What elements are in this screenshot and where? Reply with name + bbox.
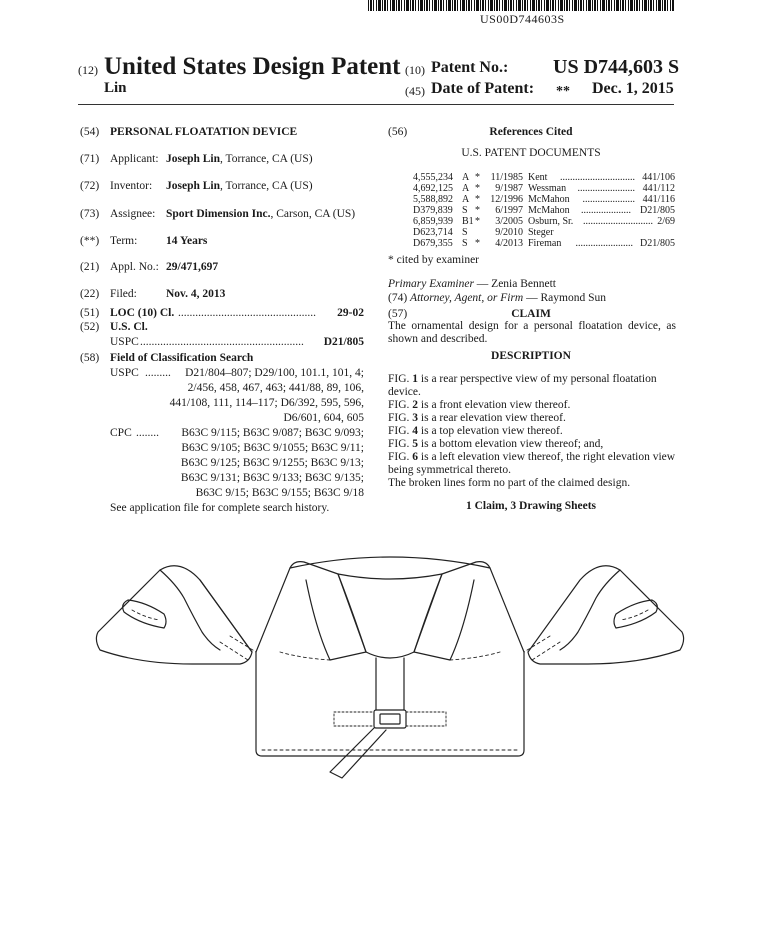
assignee-name: Sport Dimension Inc. — [166, 208, 271, 220]
header-divider — [78, 104, 674, 105]
cpc-line: B63C 9/15; B63C 9/155; B63C 9/18 — [195, 487, 364, 499]
uspc-search-line: D6/601, 604, 605 — [283, 412, 364, 424]
reference-row — [413, 238, 675, 249]
ref-name: Wessman — [528, 183, 567, 194]
field-51-code: (51) — [80, 307, 100, 319]
reference-row — [413, 172, 675, 183]
term-label: Term: — [110, 235, 138, 247]
reference-row — [413, 205, 675, 216]
ref-kind: B1 — [462, 216, 474, 227]
cpc-line: B63C 9/105; B63C 9/1055; B63C 9/11; — [181, 442, 364, 454]
assignee-label: Assignee: — [110, 208, 156, 220]
ref-date: 9/2010 — [495, 227, 523, 238]
us-cl-label: U.S. Cl. — [110, 321, 148, 333]
classification-search-label: Field of Classification Search — [110, 352, 254, 364]
assignee-value — [166, 207, 355, 221]
search-history-note: See application file for complete search history. — [110, 502, 330, 514]
ref-date: 12/1996 — [490, 194, 523, 205]
ref-number: 4,692,125 — [413, 183, 453, 194]
ref-class: 441/106 — [642, 172, 675, 183]
primary-examiner-label: Primary Examiner — [388, 278, 474, 290]
ref-dots: .............................. — [560, 172, 635, 183]
reference-row — [413, 194, 675, 205]
barcode — [368, 0, 674, 11]
inventor-location: , Torrance, CA (US) — [220, 180, 313, 192]
ref-kind: S — [462, 238, 468, 249]
uspc-label: USPC — [110, 336, 139, 348]
ref-date: 3/2005 — [495, 216, 523, 227]
primary-examiner-name: — Zenia Bennett — [473, 278, 556, 290]
applicant-label: Applicant: — [110, 153, 159, 165]
floatation-device-drawing — [80, 540, 700, 790]
references-cited-title: References Cited — [489, 126, 573, 138]
attorney-name: — Raymond Sun — [523, 292, 606, 304]
ref-date: 9/1987 — [495, 183, 523, 194]
ref-dots: ............................ — [583, 216, 653, 227]
patent-number: US D744,603 S — [553, 56, 680, 78]
field-58-code: (58) — [80, 352, 100, 364]
ref-kind: S — [462, 227, 468, 238]
barcode-number: US00D744603S — [480, 12, 565, 26]
fig-text: is a bottom elevation view thereof; and, — [418, 438, 604, 450]
invention-title: PERSONAL FLOATATION DEVICE — [110, 126, 298, 138]
cpc-line: B63C 9/125; B63C 9/1255; B63C 9/13; — [180, 457, 364, 469]
assignee-location: , Carson, CA (US) — [270, 208, 356, 220]
field-22-code: (22) — [80, 288, 100, 300]
ref-dots: ....................... — [575, 238, 633, 249]
uspc-dots: ......................................................... — [140, 336, 304, 348]
ref-number: 5,588,892 — [413, 194, 453, 205]
left-arm-float — [96, 566, 256, 664]
field-52-code: (52) — [80, 321, 100, 333]
ref-name: Kent — [528, 172, 548, 183]
fig-item — [388, 451, 676, 477]
ref-class: 441/112 — [642, 183, 675, 194]
ref-dots: ....................... — [577, 183, 635, 194]
ref-date: 4/2013 — [495, 238, 523, 249]
attorney-line — [388, 291, 606, 305]
field-21-code: (21) — [80, 261, 100, 273]
cpc-dots: ........ — [136, 427, 159, 439]
fig-number: 2 — [412, 399, 419, 411]
ref-number: D679,355 — [413, 238, 453, 249]
appl-no-label: Appl. No.: — [110, 261, 159, 273]
label-12: (12) — [78, 63, 98, 77]
description-title: DESCRIPTION — [491, 350, 571, 362]
ref-name: Osburn, Sr. — [528, 216, 574, 227]
document-type-title: United States Design Patent — [104, 53, 401, 80]
ref-date: 11/1985 — [490, 172, 523, 183]
uspc-search-line: 441/108, 111, 114–117; D6/392, 595, 596, — [169, 397, 364, 409]
ref-star: * — [475, 238, 480, 249]
filed-value: Nov. 4, 2013 — [166, 288, 226, 300]
ref-number: D623,714 — [413, 227, 453, 238]
fig-label: FIG. — [388, 399, 410, 411]
ref-class: 2/69 — [657, 216, 675, 227]
inventor-surname: Lin — [104, 80, 127, 96]
uspc-search-dots: ......... — [145, 367, 171, 379]
ref-star: * — [475, 172, 480, 183]
cpc-label: CPC — [110, 427, 132, 439]
fig-item — [388, 425, 676, 438]
fig-list — [388, 373, 676, 490]
fig-text: is a top elevation view thereof. — [418, 425, 563, 437]
fig-number: 1 — [412, 373, 419, 385]
fig-label: FIG. — [388, 451, 410, 463]
uspc-search-label: USPC — [110, 367, 139, 379]
ref-star: * — [475, 194, 480, 205]
fig-item — [388, 399, 676, 412]
date-stars: ** — [556, 84, 570, 99]
ref-class: D21/805 — [640, 205, 675, 216]
inventor-label: Inventor: — [110, 180, 153, 192]
ref-name: McMahon — [528, 205, 570, 216]
loc-dots: ................................................ — [178, 307, 316, 319]
fig-text: is a rear perspective view of my personal floatation device. — [388, 373, 657, 398]
fig-label: FIG. — [388, 412, 410, 424]
field-71-code: (71) — [80, 153, 100, 165]
inventor-name: Joseph Lin — [166, 180, 221, 192]
uspc-value: D21/805 — [323, 336, 364, 348]
fig-number: 4 — [412, 425, 419, 437]
reference-table — [413, 172, 675, 249]
fig-number: 3 — [412, 412, 419, 424]
ref-number: 6,859,939 — [413, 216, 453, 227]
ref-class: 441/116 — [642, 194, 675, 205]
broken-lines-note: The broken lines form no part of the claimed design. — [388, 477, 631, 489]
reference-row — [413, 216, 675, 227]
fig-text: is a front elevation view thereof. — [418, 399, 571, 411]
cited-by-examiner-note: * cited by examiner — [388, 254, 480, 266]
fig-label: FIG. — [388, 438, 410, 450]
ref-star: * — [475, 205, 480, 216]
attorney-label: Attorney, Agent, or Firm — [410, 292, 524, 304]
term-value: 14 Years — [166, 235, 208, 247]
label-10: (10) — [405, 63, 425, 77]
ref-kind: A — [462, 183, 470, 194]
fig-item — [388, 373, 676, 399]
primary-examiner — [388, 277, 556, 291]
ref-dots: ..................... — [582, 194, 635, 205]
patent-number-label: Patent No.: — [431, 59, 509, 76]
attorney-code: (74) — [388, 292, 408, 304]
field-56-code: (56) — [388, 126, 408, 138]
applicant-name: Joseph Lin — [166, 153, 221, 165]
appl-no-value: 29/471,697 — [166, 261, 219, 273]
right-arm-float — [524, 566, 684, 664]
ref-number: 4,555,234 — [413, 172, 453, 183]
ref-star: * — [475, 216, 480, 227]
ref-date: 6/1997 — [495, 205, 523, 216]
filed-label: Filed: — [110, 288, 137, 300]
date-of-patent-label: Date of Patent: — [431, 80, 535, 97]
applicant-value — [166, 152, 313, 166]
ref-kind: S — [462, 205, 468, 216]
field-72-code: (72) — [80, 180, 100, 192]
ref-name: Fireman — [528, 238, 562, 249]
ref-kind: A — [462, 172, 470, 183]
fig-item — [388, 438, 676, 451]
ref-kind: A — [462, 194, 470, 205]
fig-item — [388, 412, 676, 425]
reference-row — [413, 183, 675, 194]
claims-sheets-count: 1 Claim, 3 Drawing Sheets — [465, 500, 596, 512]
ref-number: D379,839 — [413, 205, 453, 216]
uspc-search-line: D21/804–807; D29/100, 101.1, 101, 4; — [185, 367, 364, 379]
ref-star: * — [475, 183, 480, 194]
label-45: (45) — [405, 84, 425, 98]
buckle-strap — [330, 710, 446, 778]
ref-name: McMahon — [528, 194, 570, 205]
fig-text: is a left elevation view thereof, the right elevation view being symmetrical thereto. — [388, 451, 676, 476]
vest-body — [256, 557, 524, 756]
claim-code: (57) — [388, 308, 408, 320]
ref-class: D21/805 — [640, 238, 675, 249]
inventor-value — [166, 179, 313, 193]
date-of-patent: Dec. 1, 2015 — [592, 80, 674, 97]
claim-title: CLAIM — [511, 308, 551, 320]
ref-name: Steger — [528, 227, 554, 238]
cpc-line: B63C 9/131; B63C 9/133; B63C 9/135; — [180, 472, 364, 484]
cpc-line: B63C 9/115; B63C 9/087; B63C 9/093; — [181, 427, 364, 439]
fig-label: FIG. — [388, 425, 410, 437]
field-54-code: (54) — [80, 126, 100, 138]
applicant-location: , Torrance, CA (US) — [220, 153, 313, 165]
claim-text: The ornamental design for a personal floatation device, as shown and described. — [388, 320, 676, 345]
fig-label: FIG. — [388, 373, 410, 385]
loc-label: LOC (10) Cl. — [110, 307, 175, 319]
uspc-search-line: 2/456, 458, 467, 463; 441/88, 89, 106, — [187, 382, 364, 394]
reference-row — [413, 227, 675, 238]
ref-dots: .................... — [581, 205, 631, 216]
fig-number: 6 — [412, 451, 419, 463]
field-73-code: (73) — [80, 208, 100, 220]
fig-text: is a rear elevation view thereof. — [418, 412, 566, 424]
field-term-code: (**) — [80, 235, 100, 247]
us-patent-documents-title: U.S. PATENT DOCUMENTS — [461, 147, 601, 159]
loc-value: 29-02 — [337, 307, 364, 319]
fig-number: 5 — [412, 438, 419, 450]
